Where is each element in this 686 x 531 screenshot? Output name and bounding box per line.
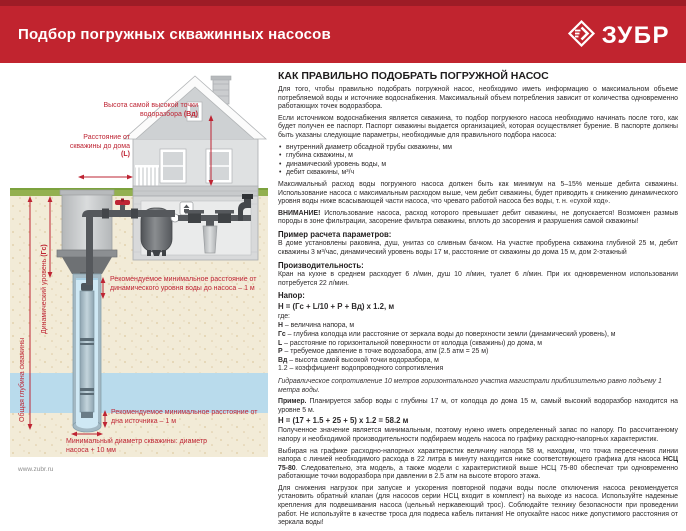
coefficient-row: 1.2 – коэффициент водопроводного сопротивления — [278, 365, 444, 373]
well-passport-parameters — [278, 144, 678, 178]
header-bar — [0, 0, 686, 63]
article-heading: КАК ПРАВИЛЬНО ПОДОБРАТЬ ПОГРУЖНОЙ НАСОС — [278, 70, 549, 82]
head-formula-calculated: Н = (17 + 1.5 + 25 + 5) x 1.2 = 58.2 м — [278, 416, 409, 426]
brand-logo — [568, 20, 670, 52]
borehole-and-pump — [73, 273, 101, 432]
list-item: • глубина скважины, м — [278, 152, 678, 161]
website-url: www.zubr.ru — [18, 466, 54, 473]
header-top-strip — [0, 0, 686, 6]
intro-paragraph-2: Если источником водоснабжения является скважина, то подбор погружного насоса необходимо начинать после того, как будет получен ее паспорт. Паспорт скважины выдается организацией, которая осуществляет бурение. В паспорте должны быть указаны следующие параметры, необходимые для правильного подбора насоса: — [278, 114, 678, 139]
head-formula: Н = (Гс + L/10 + Р + Вд) x 1.2, м — [278, 301, 395, 311]
label-min-distance-bottom: Рекомендуемое минимальное расстояние от дна источника – 1 м — [111, 409, 258, 425]
list-item: • динамический уровень воды, м — [278, 161, 678, 170]
definition-row: L – расстояние по горизонтальной поверхности от колодца (скважины) до дома, м — [278, 339, 543, 347]
hydraulic-note: Гидравлическое сопротивление 10 метров горизонтального участка магистрали приблизительно равно подъему 1 метра воды. — [278, 377, 662, 394]
where-label: где: — [278, 312, 290, 320]
intro-paragraph-1: Для того, чтобы правильно подобрать погружной насос, необходимо иметь информацию о максимальном объеме потребляемой воды и источнике водоснабжения. Максимальный объем потребления зависит от количества одновременно работающих точек водоразбора. — [278, 86, 678, 111]
article — [278, 70, 678, 531]
brand-diamond-arrow-icon — [568, 20, 595, 52]
list-item: • дебит скважины, м³/ч — [278, 169, 678, 178]
flow-paragraph: Максимальный расход воды погружного насоса должен быть как минимум на 5–15% меньше дебита скважины. Использование насоса с максимальным расходом выше, чем дебит скважины, будет приводить к снижению динамического уровня воды ниже всасывающей части насоса, что чревато работой насоса без воды, т. н. «сухой ход». — [278, 180, 678, 206]
definition-row: Н – величина напора, м — [278, 322, 355, 330]
example2-paragraph: Пример. Планируется забор воды с глубины 17 м, от колодца до дома 15 м, самый высокий водоразбор находится на уровне 5 м. — [278, 398, 678, 414]
well-pump-diagram — [10, 72, 268, 457]
label-min-diameter: Минимальный диаметр скважины: диаметр насоса + 10 мм — [66, 438, 208, 454]
installation-tips-paragraph: Для снижения нагрузок при запуске и ускорения повторной подачи воды после отключения насоса рекомендуется установить обратный клапан (для насосов серии НСЦ входит в комплект) на выходе из насоса. Используйте надежные крепления для подвешивания насоса (цельный нержавеющий трос). Соблюдайте технику безопасности при проведении работ. Не используйте в качестве троса для подвеса кабель питания! Не опускайте насос ниже допустимого расстояния от зеркала воды! — [278, 484, 678, 527]
warning-paragraph: ВНИМАНИЕ! Использование насоса, расход которого превышает дебит скважины, не допускается! Возможен размыв породы в зоне фильтрации, засорение фильтра скважины, вплоть до засорения и разрушения самой скважины! — [278, 209, 678, 226]
list-item: • внутренний диаметр обсадной трубы скважины, мм — [278, 144, 678, 153]
definition-row: Гс – глубина колодца или расстояние от зеркала воды до поверхности земли (динамический уровень), м — [278, 330, 616, 338]
brand-name: ЗУБР — [601, 22, 670, 49]
basement-illustration — [133, 194, 258, 260]
definition-row: Вд – высота самой высокой точки водоразбора, м — [278, 356, 439, 364]
label-highest-point: Высота самой высокой точки водоразбора (Вд) — [103, 102, 198, 118]
submersible-pump — [80, 273, 94, 418]
performance-heading: Производительность: — [278, 260, 364, 270]
example-heading: Пример расчета параметров: — [278, 229, 392, 239]
page-title: Подбор погружных скважинных насосов — [18, 26, 331, 43]
graph-selection-paragraph: Выбирая на графике расходно-напорных характеристик величину напора 58 м, находим, что точка пересечения линии напора с линией необходимого расхода в 22 литра в минуту находится ниже соответствующего графика для насоса НСЦ 75-80. Следовательно, эта модель, а также модели с характеристикой выше НСЦ 75-80 обеспечат три одновременно работающие точки водоразбора при давлении в 2.5 атм на высоте второго этажа. — [278, 447, 678, 481]
house-illustration — [124, 76, 266, 196]
minimum-value-paragraph: Полученное значение является минимальным, поэтому нужно иметь определенный запас по напору. По рассчитанному напору и необходимой производительности подбираем модель насоса по графику расходно-напорных характеристик. — [278, 427, 678, 443]
head-heading: Напор: — [278, 291, 305, 301]
example-paragraph: В доме установлены раковина, душ, унитаз со сливным бачком. На участке пробурена скважина глубиной 25 м, дебит скважины 3 м³/час, динамический уровень воды 17 м, расстояние от скважины до дома 15 м, дом 2-этажный — [278, 240, 678, 256]
label-dynamic-level: Динамический уровень (Гс) — [41, 244, 48, 334]
definition-row: Р – требуемое давление в точке водозабора, атм (2.5 атм = 25 м) — [278, 348, 489, 356]
label-distance-to-house: Расстояние от скважины до дома (L) — [69, 134, 130, 159]
label-min-distance-top: Рекомендуемое минимальное расстояние от динамического уровня воды до насоса – 1 м — [110, 276, 257, 292]
label-total-depth: Общая глубина скважины — [19, 337, 26, 422]
performance-paragraph: Кран на кухне в среднем расходует 6 л/мин, душ 10 л/мин, туалет 6 л/мин. При их одновременном использовании потребуется 22 л/мин. — [278, 271, 678, 287]
